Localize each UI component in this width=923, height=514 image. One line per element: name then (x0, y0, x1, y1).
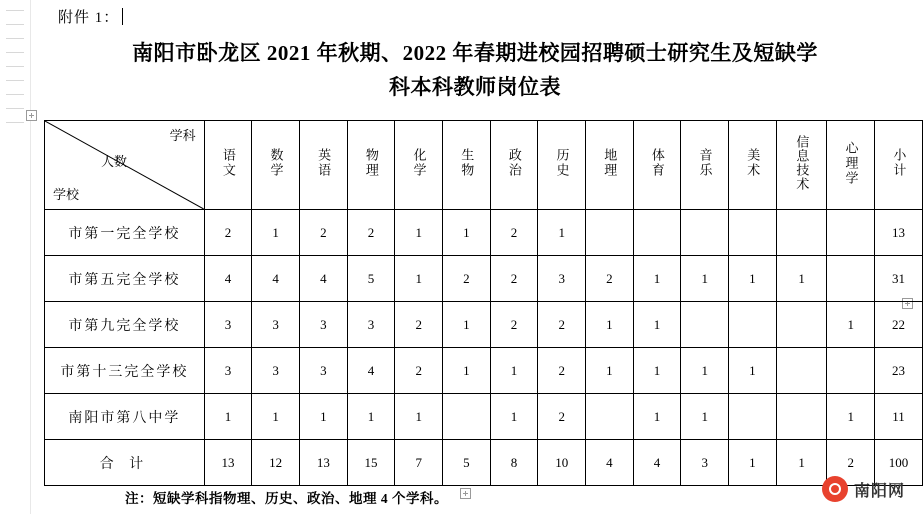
watermark-badge (822, 476, 905, 502)
cell: 4 (252, 256, 300, 302)
column-header-label: 生物 (459, 148, 475, 178)
cell: 1 (633, 348, 681, 394)
column-header-label: 信息技术 (794, 135, 810, 191)
table-resize-handle-bottom[interactable] (460, 488, 471, 499)
column-header-label: 历史 (554, 148, 570, 178)
column-header-14 (875, 121, 923, 210)
attachment-label: 附件 1： (58, 10, 120, 26)
cell: 1 (204, 394, 252, 440)
document-body (30, 0, 923, 514)
cell: 3 (300, 348, 348, 394)
cell: 1 (633, 256, 681, 302)
column-header-3 (347, 121, 395, 210)
column-header-1 (252, 121, 300, 210)
row-school-name: 市第一完全学校 (45, 210, 205, 256)
cell: 1 (538, 210, 586, 256)
cell (827, 348, 875, 394)
cell: 2 (490, 256, 538, 302)
total-cell: 3 (681, 440, 729, 486)
cell (586, 210, 634, 256)
table-header-row (45, 121, 923, 210)
total-cell: 8 (490, 440, 538, 486)
cell-subtotal: 31 (875, 256, 923, 302)
table-move-handle[interactable] (26, 110, 37, 121)
cell: 2 (538, 348, 586, 394)
column-header-label: 语文 (220, 148, 236, 178)
cell: 2 (204, 210, 252, 256)
cell: 1 (586, 302, 634, 348)
cell (827, 210, 875, 256)
cell (633, 210, 681, 256)
cell (681, 210, 729, 256)
column-header-10 (681, 121, 729, 210)
cell-subtotal: 13 (875, 210, 923, 256)
cell (776, 348, 827, 394)
cell: 1 (252, 210, 300, 256)
table-total-row (45, 440, 923, 486)
cell: 1 (347, 394, 395, 440)
table-row (45, 256, 923, 302)
cell (729, 210, 777, 256)
page-title (65, 36, 885, 104)
table-row (45, 394, 923, 440)
cell: 2 (443, 256, 491, 302)
cell: 3 (300, 302, 348, 348)
cell: 4 (347, 348, 395, 394)
column-header-6 (490, 121, 538, 210)
page-title-line-1: 南阳市卧龙区 2021 年秋期、2022 年春期进校园招聘硕士研究生及短缺学 (132, 41, 818, 65)
cell: 1 (681, 394, 729, 440)
column-header-label: 体育 (649, 148, 665, 178)
cell: 2 (490, 210, 538, 256)
column-header-label: 小计 (891, 148, 907, 178)
cell: 4 (300, 256, 348, 302)
corner-count-label: 人数 (101, 154, 128, 169)
table-corner-header (45, 121, 205, 210)
column-header-label: 物理 (363, 148, 379, 178)
cell: 1 (252, 394, 300, 440)
cell: 2 (300, 210, 348, 256)
cell: 3 (204, 348, 252, 394)
column-header-8 (586, 121, 634, 210)
column-header-label: 英语 (316, 148, 332, 178)
cell: 3 (204, 302, 252, 348)
cell-subtotal: 11 (875, 394, 923, 440)
text-cursor (122, 8, 123, 25)
column-header-11 (729, 121, 777, 210)
corner-school-label: 学校 (53, 187, 80, 202)
column-header-label: 数学 (268, 148, 284, 178)
cell (827, 256, 875, 302)
cell: 1 (395, 394, 443, 440)
total-cell: 4 (586, 440, 634, 486)
cell: 1 (443, 302, 491, 348)
cell (443, 394, 491, 440)
cell: 5 (347, 256, 395, 302)
row-school-name: 南阳市第八中学 (45, 394, 205, 440)
table-row (45, 302, 923, 348)
cell: 3 (252, 302, 300, 348)
cell: 1 (586, 348, 634, 394)
cell-subtotal: 23 (875, 348, 923, 394)
total-cell: 2 (827, 440, 875, 486)
column-header-13 (827, 121, 875, 210)
total-row-label: 合 计 (45, 440, 205, 486)
total-cell-sum: 100 (875, 440, 923, 486)
cell: 1 (729, 348, 777, 394)
cell: 2 (395, 348, 443, 394)
column-header-label: 地理 (602, 148, 618, 178)
column-header-label: 美术 (745, 148, 761, 178)
column-header-label: 政治 (506, 148, 522, 178)
total-cell: 13 (300, 440, 348, 486)
cell: 1 (490, 348, 538, 394)
column-header-7 (538, 121, 586, 210)
cell: 4 (204, 256, 252, 302)
positions-table (44, 120, 923, 486)
attachment-label-line (58, 6, 123, 27)
page-margin-ruler (0, 0, 31, 514)
total-cell: 5 (443, 440, 491, 486)
cell: 1 (729, 256, 777, 302)
cell (776, 302, 827, 348)
cell (729, 394, 777, 440)
cell: 1 (633, 302, 681, 348)
cell: 3 (347, 302, 395, 348)
cell: 2 (538, 302, 586, 348)
cell: 1 (443, 210, 491, 256)
column-header-2 (300, 121, 348, 210)
column-header-label: 音乐 (697, 148, 713, 178)
total-cell: 1 (776, 440, 827, 486)
cell: 1 (827, 302, 875, 348)
cell: 1 (681, 348, 729, 394)
cell: 1 (490, 394, 538, 440)
cell (776, 394, 827, 440)
site-logo-icon (822, 476, 848, 502)
page-title-line-2: 科本科教师岗位表 (389, 75, 561, 99)
corner-subject-label: 学科 (169, 128, 196, 143)
total-cell: 13 (204, 440, 252, 486)
total-cell: 12 (252, 440, 300, 486)
cell (586, 394, 634, 440)
cell: 1 (827, 394, 875, 440)
column-header-12 (776, 121, 827, 210)
column-header-4 (395, 121, 443, 210)
cell: 3 (538, 256, 586, 302)
cell: 1 (633, 394, 681, 440)
cell: 1 (443, 348, 491, 394)
cell-subtotal: 22 (875, 302, 923, 348)
table-row (45, 348, 923, 394)
cell: 2 (490, 302, 538, 348)
cell: 3 (252, 348, 300, 394)
total-cell: 15 (347, 440, 395, 486)
column-header-0 (204, 121, 252, 210)
cell: 1 (681, 256, 729, 302)
column-header-label: 心理学 (843, 140, 859, 186)
cell (729, 302, 777, 348)
watermark-label: 南阳网 (853, 482, 905, 500)
cell: 1 (776, 256, 827, 302)
column-header-label: 化学 (411, 148, 427, 178)
cell: 2 (538, 394, 586, 440)
cell (681, 302, 729, 348)
column-header-9 (633, 121, 681, 210)
table-footnote: 注：短缺学科指物理、历史、政治、地理 4 个学科。 (125, 491, 448, 506)
cell: 1 (395, 210, 443, 256)
total-cell: 4 (633, 440, 681, 486)
row-school-name: 市第五完全学校 (45, 256, 205, 302)
total-cell: 1 (729, 440, 777, 486)
total-cell: 10 (538, 440, 586, 486)
cell: 2 (586, 256, 634, 302)
cell: 2 (395, 302, 443, 348)
row-school-name: 市第十三完全学校 (45, 348, 205, 394)
column-header-5 (443, 121, 491, 210)
cell: 2 (347, 210, 395, 256)
total-cell: 7 (395, 440, 443, 486)
table-row (45, 210, 923, 256)
cell: 1 (300, 394, 348, 440)
row-school-name: 市第九完全学校 (45, 302, 205, 348)
cell (776, 210, 827, 256)
cell: 1 (395, 256, 443, 302)
